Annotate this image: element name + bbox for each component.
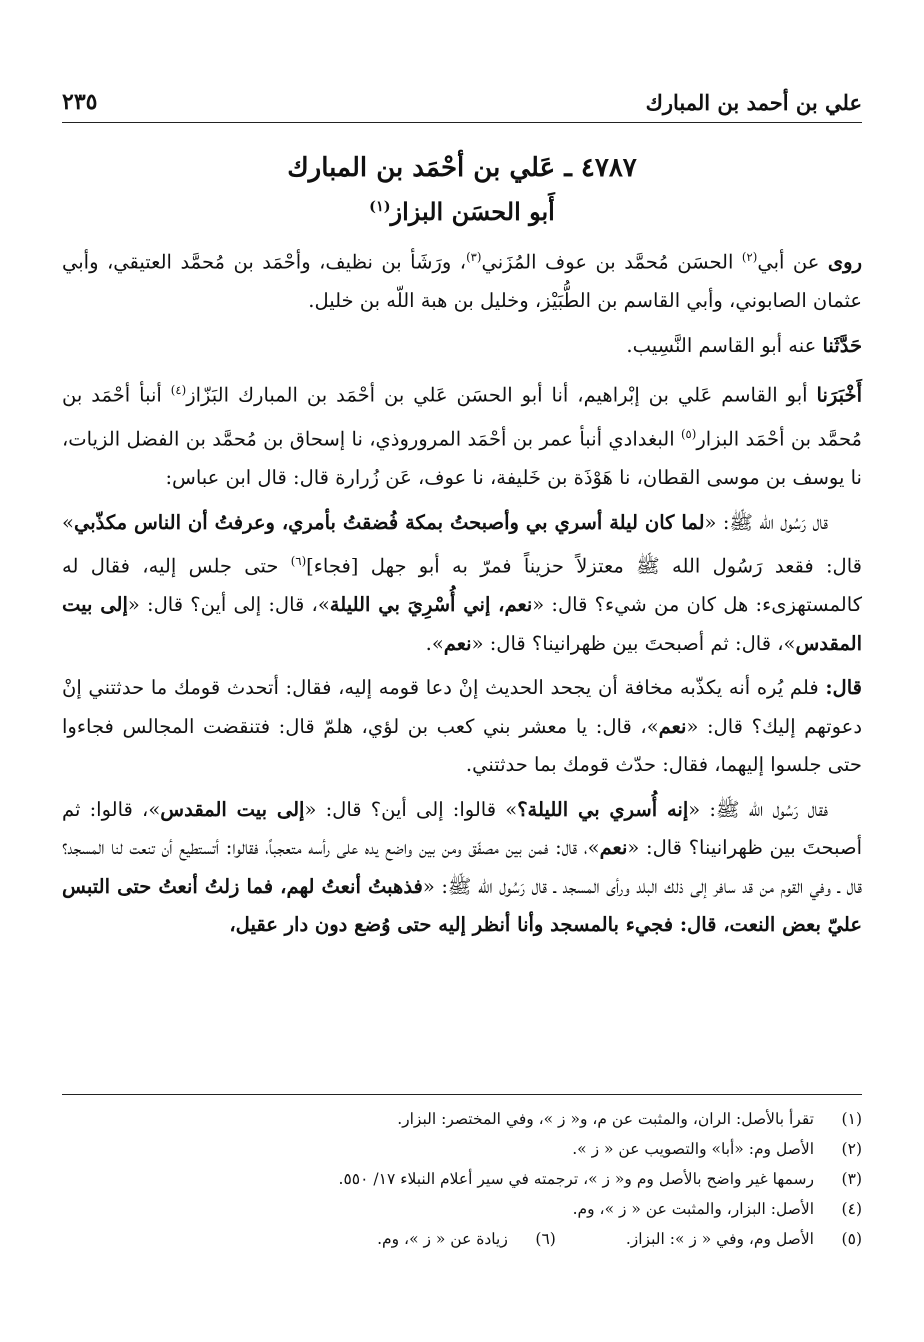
text-run: البغدادي أنبأ عمر بن أحْمَد المروروذي، نا إسحاق بن مُحمَّد بن الفضل الزيات، نا يوسف بن موسى القطان، نا هَوْذَة بن خَليفة، نا عوف، عَن زُرارة قال: قال ابن عباس:: [62, 427, 862, 489]
body-paragraph: [62, 504, 862, 664]
footnote-text: الأصل وم: «أبا» والتصويب عن « ز ».: [572, 1140, 814, 1158]
entry-body: [62, 238, 862, 951]
entry-title-line2: [62, 188, 862, 231]
text-run: أبو القاسم عَلي بن إبْراهيم، أنا أبو الحسَن عَلي بن أحْمَد بن المبارك البَزّاز: [186, 383, 817, 407]
text-run: »، قالوا: ثم أصبحتَ بين ظهرانينا؟ قال: «: [62, 797, 862, 859]
footnote-number: (٥): [841, 1230, 862, 1248]
bold-text: إنه أُسري بي الليلة؟: [517, 797, 689, 821]
text-run: »، قال: ثم أصبحتَ بين ظهرانينا؟ قال: «: [471, 631, 796, 655]
entry-title: [62, 148, 862, 231]
running-header: [62, 82, 862, 123]
bold-text: نعم: [443, 631, 472, 655]
text-run: ، ورَشَأ بن نظيف، وأحْمَد بن مُحمَّد العتيقي، وأبي عثمان الصابوني، وأبي القاسم بن الطُّبَيْز، وخليل بن هبة اللّه بن خليل.: [62, 250, 862, 312]
text-run: حتى جلس إليه، فقال له كالمستهزىء: هل كان من شيء؟ قال: «: [62, 554, 862, 616]
footnote-4: [62, 1194, 862, 1224]
body-paragraph: [62, 238, 862, 321]
footnote-ref: (١): [369, 198, 391, 215]
text-run: »، قال: يا معشر بني كعب بن لؤي، هلمّ قال: فتنقضت المجالس فجاءوا حتى جلسوا إليهما، فقال: حدّث قومك بما حدثتني.: [62, 714, 862, 776]
footnote-number: (١): [841, 1110, 862, 1128]
bold-text: إلى بيت المقدس: [160, 797, 305, 821]
bold-text: إلى بيت المقدس: [62, 593, 862, 655]
bold-text: نعم: [658, 714, 687, 738]
footnote-1: [62, 1104, 862, 1134]
text-run: فقال رَسُول الله ﷺ: «: [688, 797, 828, 821]
text-run: ».: [425, 631, 444, 655]
footnote-ref: (٥): [680, 427, 697, 441]
entry-title-line1: ٤٧٨٧ ـ عَلي بن أحْمَد بن المبارك: [287, 153, 637, 183]
footnote-text: زيادة عن « ز »، وم.: [377, 1230, 508, 1248]
text-run: الحسَن مُحمَّد بن عوف المُزَني: [481, 250, 742, 274]
body-paragraph: [62, 669, 862, 785]
text-run: »، قال: فمن بين مصفّق ومن بين واضع يده على رأسه متعجباً، فقالوا: أتستطيع أن تنعت لنا المسجد؟ قال ـ وفي القوم من قد سافر إلى ذلك البلد ورأى المسجد ـ قال رَسُول الله ﷺ: «: [62, 836, 862, 898]
text-run: عن أبي: [757, 250, 828, 274]
bold-text: قال:: [825, 676, 862, 699]
bold-text: نعم: [599, 836, 628, 859]
text-run: قال رَسُول الله ﷺ: «: [704, 510, 829, 534]
entry-name: أَبو الحسَن البزاز: [390, 197, 555, 226]
page-number: ٢٣٥: [62, 89, 98, 115]
footnote-5: [626, 1224, 862, 1254]
footnote-3: [62, 1164, 862, 1194]
footnote-ref: (٤): [170, 383, 187, 397]
footnote-number: (٣): [841, 1170, 862, 1188]
bold-text: لما كان ليلة أسري بي وأصبحتُ بمكة فُضقتُ بأمري، وعرفتُ أن الناس مكذّبي: [73, 510, 705, 534]
footnote-text: الأصل: البزار، والمثبت عن « ز »، وم.: [572, 1200, 814, 1218]
running-title: علي بن أحمد بن المبارك: [645, 89, 862, 115]
footnotes: [62, 1104, 862, 1254]
bold-text: أَخْبَرَنا: [816, 383, 862, 407]
footnote-text: تقرأ بالأصل: الران، والمثبت عن م، و« ز »، وفي المختصر: البزار.: [397, 1110, 814, 1128]
footnote-ref: (٢): [741, 250, 758, 264]
body-paragraph: [62, 327, 862, 366]
footnote-separator: [62, 1094, 862, 1095]
text-run: » قالوا: إلى أين؟ قال: «: [304, 797, 518, 821]
body-paragraph: [62, 371, 862, 498]
footnote-number: (٢): [841, 1140, 862, 1158]
footnote-text: الأصل وم، وفي « ز »: البزاز.: [625, 1230, 814, 1248]
footnote-2: [62, 1134, 862, 1164]
text-run: فلم يُره أنه يكذّبه مخافة أن يجحد الحديث إنْ دعا قومه إليه، فقال: أتحدث قومك ما حدثتني إنْ دعوتهم إليك؟ قال: «: [62, 676, 863, 738]
text-run: » قال: فقعد رَسُول الله ﷺ معتزلاً حزيناً فمرّ به أبو جهل [فجاء]: [62, 510, 862, 578]
body-paragraph: [62, 791, 862, 945]
bold-text: حَدَّثَنا: [822, 333, 862, 357]
text-run: عنه أبو القاسم النَّسِيب.: [626, 333, 823, 357]
text-run: »، قال: إلى أين؟ قال: «: [127, 593, 330, 616]
footnote-row: [62, 1224, 862, 1254]
footnote-ref: (٣): [466, 250, 482, 264]
bold-text: فذهبتُ أنعتُ لهم، فما زلتُ أنعتُ حتى التبس عليّ بعض النعت، قال: فجيء بالمسجد وأنا أنظر إليه حتى وُضع دون دار عقيل،: [62, 874, 862, 936]
footnote-ref: (٦): [290, 554, 307, 568]
footnote-6: [377, 1224, 556, 1254]
footnote-number: (٦): [535, 1230, 556, 1248]
footnote-text: رسمها غير واضح بالأصل وم و« ز »، ترجمته في سير أعلام النبلاء ١٧/ ٥٥٠.: [338, 1170, 814, 1188]
bold-text: روى: [827, 250, 862, 274]
footnote-number: (٤): [841, 1200, 862, 1218]
text-run: أنبأ أحْمَد بن مُحمَّد بن أحْمَد البزار: [62, 383, 862, 451]
bold-text: نعم، إني أُسْرِيَ بي الليلة: [329, 593, 533, 616]
